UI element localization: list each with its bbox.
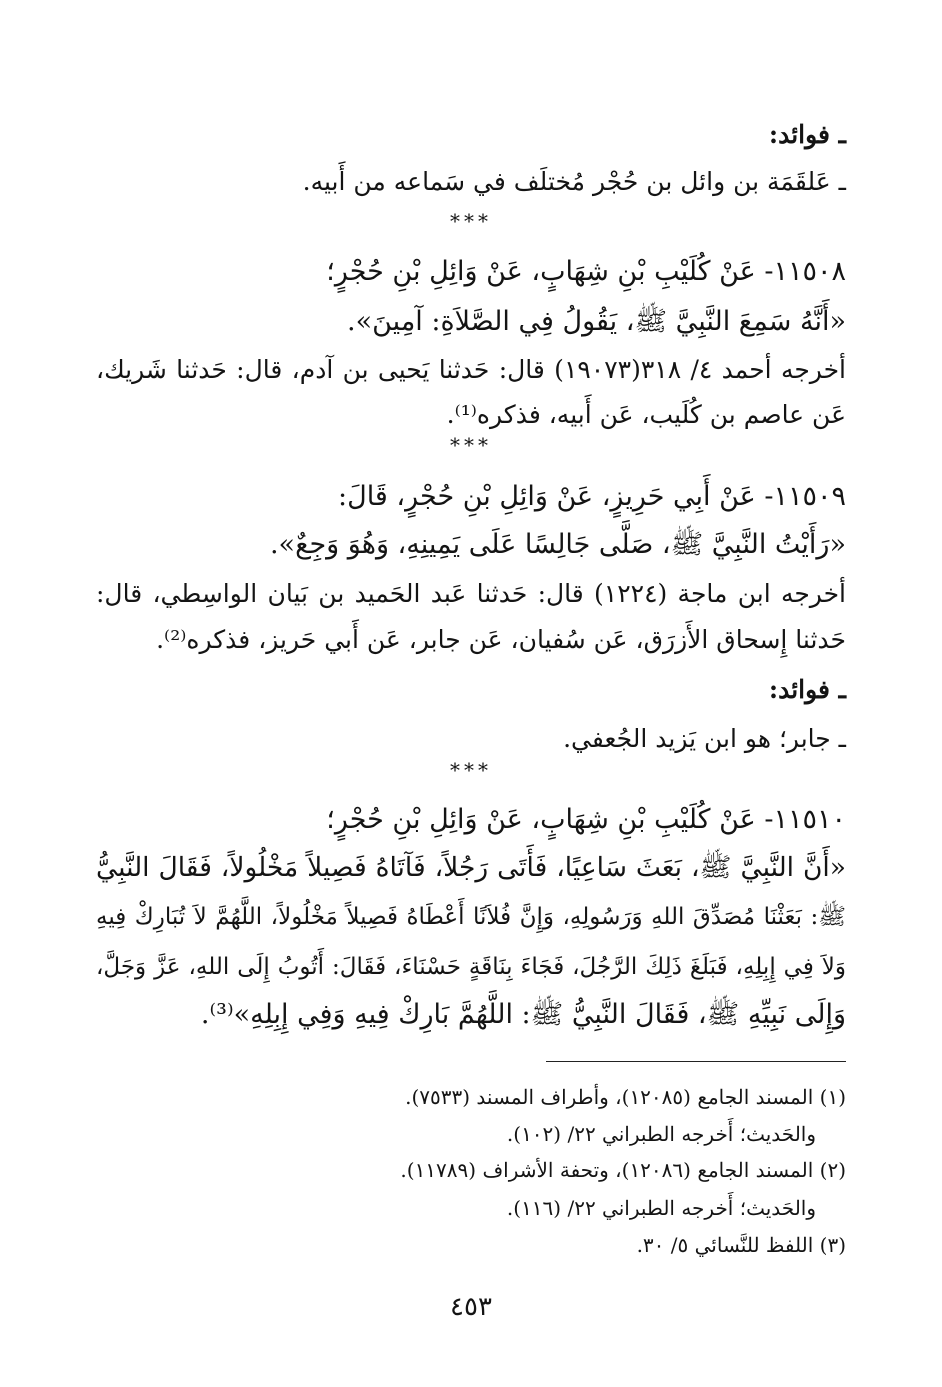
fawaid-note-1: ـ عَلقَمَة بن وائل بن حُجْر مُختلَف في سَماعه من أَبيه. <box>302 167 846 196</box>
hadith-11510-text-4: وَإِلَى نَبِيِّهِ ﷺ، فَقَالَ النَّبِيُّ ﷺ: اللَّهُمَّ بَارِكْ فِيهِ وَفِي إِبِلِهِ»⁽³⁾. <box>200 999 846 1030</box>
hadith-11509-heading: ١١٥٠٩- عَنْ أَبِي حَرِيزٍ، عَنْ وَائِلِ بْنِ حُجْرٍ، قَالَ: <box>337 481 846 512</box>
page-number: ٤٥٣ <box>450 1292 492 1322</box>
footnote-1-continued: والحَديث؛ أَخرجه الطبراني ٢٢/ (١٠٢). <box>506 1122 816 1146</box>
hadith-11510-text-2: ﷺ: بَعَثْنَا مُصَدِّقَ اللهِ وَرَسُولِهِ، وَإِنَّ فُلاَنًا أَعْطَاهُ فَصِيلاً مَخْلُولاً، اللَّهُمَّ لاَ تُبَارِكْ فِيهِ <box>96 904 846 930</box>
section-separator-3: *** <box>450 758 492 782</box>
footnote-2-continued: والحَديث؛ أَخرجه الطبراني ٢٢/ (١١٦). <box>506 1196 816 1220</box>
fawaid-heading-1: ـ فوائد: <box>768 120 846 149</box>
section-separator-1: *** <box>450 209 492 233</box>
hadith-11509-text: «رَأَيْتُ النَّبِيَّ ﷺ، صَلَّى جَالِسًا عَلَى يَمِينِهِ، وَهُوَ وَجِعٌ». <box>269 529 846 560</box>
footnote-divider <box>546 1061 846 1062</box>
hadith-11509-takhrij-2: حَدثنا إِسحاق الأَزرَق، عَن سُفيان، عَن جابر، عَن أَبي حَريز، فذكره⁽²⁾. <box>156 625 846 654</box>
section-separator-2: *** <box>450 433 492 457</box>
hadith-11509-takhrij-1: أخرجه ابن ماجة (١٢٢٤) قال: حَدثنا عَبد الحَميد بن بَيان الواسِطي، قال: <box>96 579 846 608</box>
hadith-11510-heading: ١١٥١٠- عَنْ كُلَيْبِ بْنِ شِهَابٍ، عَنْ وَائِلِ بْنِ حُجْرٍ؛ <box>326 804 846 835</box>
hadith-11508-takhrij-2: عَن عاصم بن كُلَيب، عَن أَبيه، فذكره⁽¹⁾. <box>446 400 846 429</box>
fawaid-heading-2: ـ فوائد: <box>768 675 846 704</box>
footnote-2: (٢) المسند الجامع (١٢٠٨٦)، وتحفة الأشراف (١١٧٨٩). <box>400 1158 846 1182</box>
hadith-11510-text-1: «أَنَّ النَّبِيَّ ﷺ، بَعَثَ سَاعِيًا، فَأَتَى رَجُلاً، فَآتَاهُ فَصِيلاً مَخْلُولاً، فَقَالَ النَّبِيُّ <box>96 852 846 883</box>
hadith-11510-text-3: وَلاَ فِي إِبِلِهِ، فَبَلَغَ ذَلِكَ الرَّجُلَ، فَجَاءَ بِنَاقَةٍ حَسْنَاءَ، فَقَالَ: أَتُوبُ إِلَى اللهِ، عَزَّ وَجَلَّ، <box>96 954 846 980</box>
fawaid-note-2: ـ جابر؛ هو ابن يَزيد الجُعفي. <box>563 724 846 753</box>
footnote-1: (١) المسند الجامع (١٢٠٨٥)، وأطراف المسند (٧٥٣٣). <box>405 1085 846 1109</box>
hadith-11508-heading: ١١٥٠٨- عَنْ كُلَيْبِ بْنِ شِهَابٍ، عَنْ وَائِلِ بْنِ حُجْرٍ؛ <box>326 256 846 287</box>
footnote-3: (٣) اللفظ للنَّسائي ٥/ ٣٠. <box>636 1233 846 1257</box>
hadith-11508-text: «أَنَّهُ سَمِعَ النَّبِيَّ ﷺ، يَقُولُ فِي الصَّلاَةِ: آمِينَ». <box>347 306 846 337</box>
hadith-11508-takhrij-1: أخرجه أحمد ٤/ ٣١٨(١٩٠٧٣) قال: حَدثنا يَحيى بن آدم، قال: حَدثنا شَريك، <box>96 355 846 384</box>
